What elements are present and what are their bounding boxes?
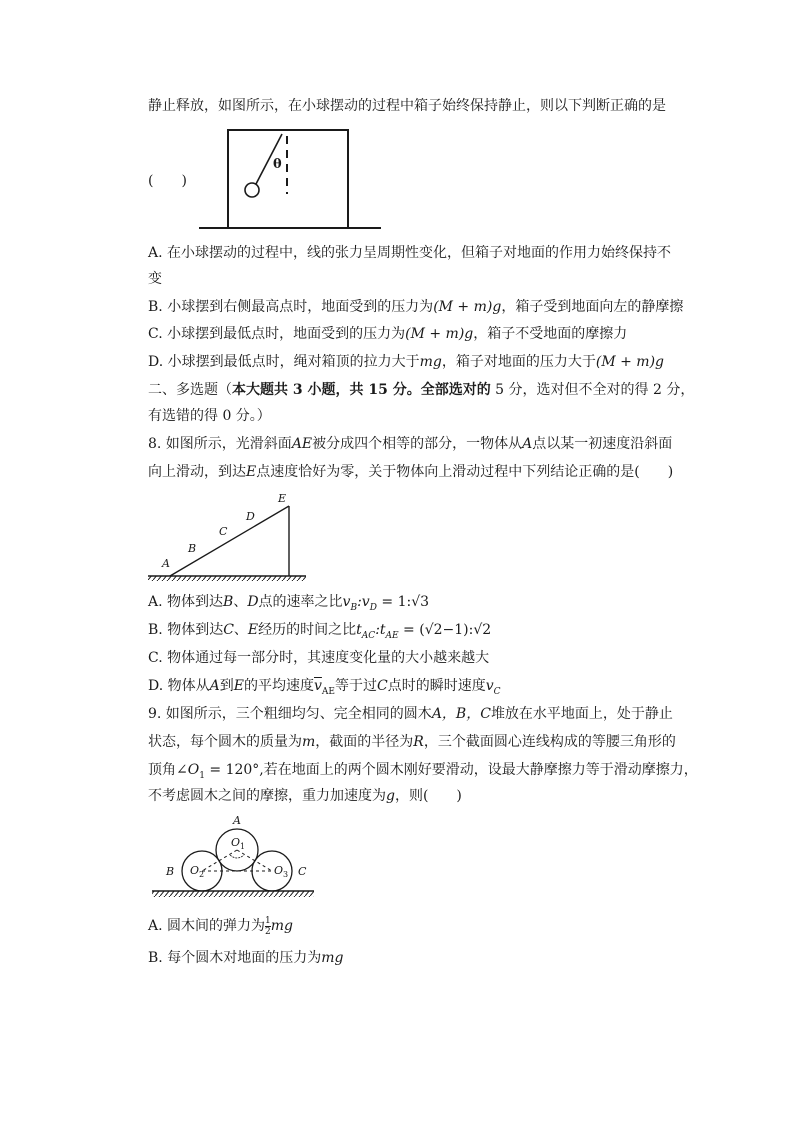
q7-option-c: C. 小球摆到最低点时，地面受到的压力为(M + m)g，箱子不受地面的摩擦力 <box>148 326 628 342</box>
label-o2: $O_2$ <box>190 864 205 879</box>
label-c: C <box>219 525 228 538</box>
section-2-header: 二、多选题（本大题共 3 小题，共 15 分。全部选对的 5 分，选对但不全对的得 2 分， <box>148 382 695 398</box>
q9-option-b: B. 每个圆木对地面的压力为mg <box>148 950 344 966</box>
incline-surface <box>170 506 289 576</box>
pendulum-box-figure <box>195 128 385 232</box>
q7-stem: 静止释放，如图所示，在小球摆动的过程中箱子始终保持静止，则以下判断正确的是 <box>148 98 666 114</box>
q9-stem-line-2: 状态，每个圆木的质量为m，截面的半径为R，三个截面圆心连线构成的等腰三角形的 <box>148 734 676 750</box>
angle-arc <box>230 855 244 858</box>
q9-option-a: A. 圆木间的弹力为 $\frac{1}{2}$ mg <box>148 915 293 937</box>
label-a: A <box>162 557 170 570</box>
logs-figure <box>150 812 320 902</box>
q8-option-a: A. 物体到达B、D点的速率之比$v_B:v_D$ = 1:√3 <box>148 594 430 613</box>
label-c: C <box>298 865 307 878</box>
q7-answer-paren: ( ) <box>148 173 187 189</box>
center-line-o1-o3 <box>237 850 272 871</box>
q8-option-b: B. 物体到达C、E经历的时间之比$t_{AC}:t_{AE}$ = (√2−1):√2 <box>148 622 492 641</box>
theta-label: θ <box>273 157 282 172</box>
label-o1: $O_1$ <box>231 836 246 851</box>
label-d: D <box>246 510 255 523</box>
q8-option-d: D. 物体从A到E的平均速度$\overline{v}_{AE}$等于过C点时的瞬时速度$v_C$ <box>148 678 501 697</box>
q7-option-b: B. 小球摆到右侧最高点时，地面受到的压力为(M + m)g，箱子受到地面向左的静摩擦 <box>148 299 684 315</box>
label-o3: $O_3$ <box>274 864 289 879</box>
q9-stem: 9. 如图所示，三个粗细均匀、完全相同的圆木A，B，C堆放在水平地面上，处于静止 <box>148 706 673 722</box>
q8-option-c: C. 物体通过每一部分时，其速度变化量的大小越来越大 <box>148 650 490 666</box>
q7-option-d: D. 小球摆到最低点时，绳对箱顶的拉力大于mg，箱子对地面的压力大于(M + m)g <box>148 354 665 370</box>
center-line-o1-o2 <box>202 850 237 871</box>
label-b: B <box>188 542 197 555</box>
label-e: E <box>278 492 287 505</box>
ground-hatching <box>152 891 314 897</box>
fraction: $\frac{1}{2}$ <box>265 915 271 937</box>
pendulum-ball <box>245 183 259 197</box>
q9-stem-line-3: 顶角$\angle O_1 = 120^\circ$,若在地面上的两个圆木刚好要滑动，设最大静摩擦力等于滑动摩擦力， <box>148 762 698 781</box>
label-b: B <box>166 865 175 878</box>
q8-stem-cont: 向上滑动，到达E点速度恰好为零，关于物体向上滑动过程中下列结论正确的是( ) <box>148 464 674 480</box>
q8-stem: 8. 如图所示，光滑斜面AE被分成四个相等的部分，一物体从A点以某一初速度沿斜面 <box>148 436 673 452</box>
ground-hatching <box>148 576 306 581</box>
section-2-header-cont: 有选错的得 0 分。） <box>148 408 271 424</box>
q7-option-a: A. 在小球摆动的过程中，线的张力呈周期性变化，但箱子对地面的作用力始终保持不 <box>148 245 672 261</box>
q7-option-a-cont: 变 <box>148 271 162 287</box>
label-a: A <box>233 814 241 827</box>
incline-figure <box>148 490 308 584</box>
q9-stem-line-4: 不考虑圆木之间的摩擦，重力加速度为g，则( ) <box>148 788 462 804</box>
